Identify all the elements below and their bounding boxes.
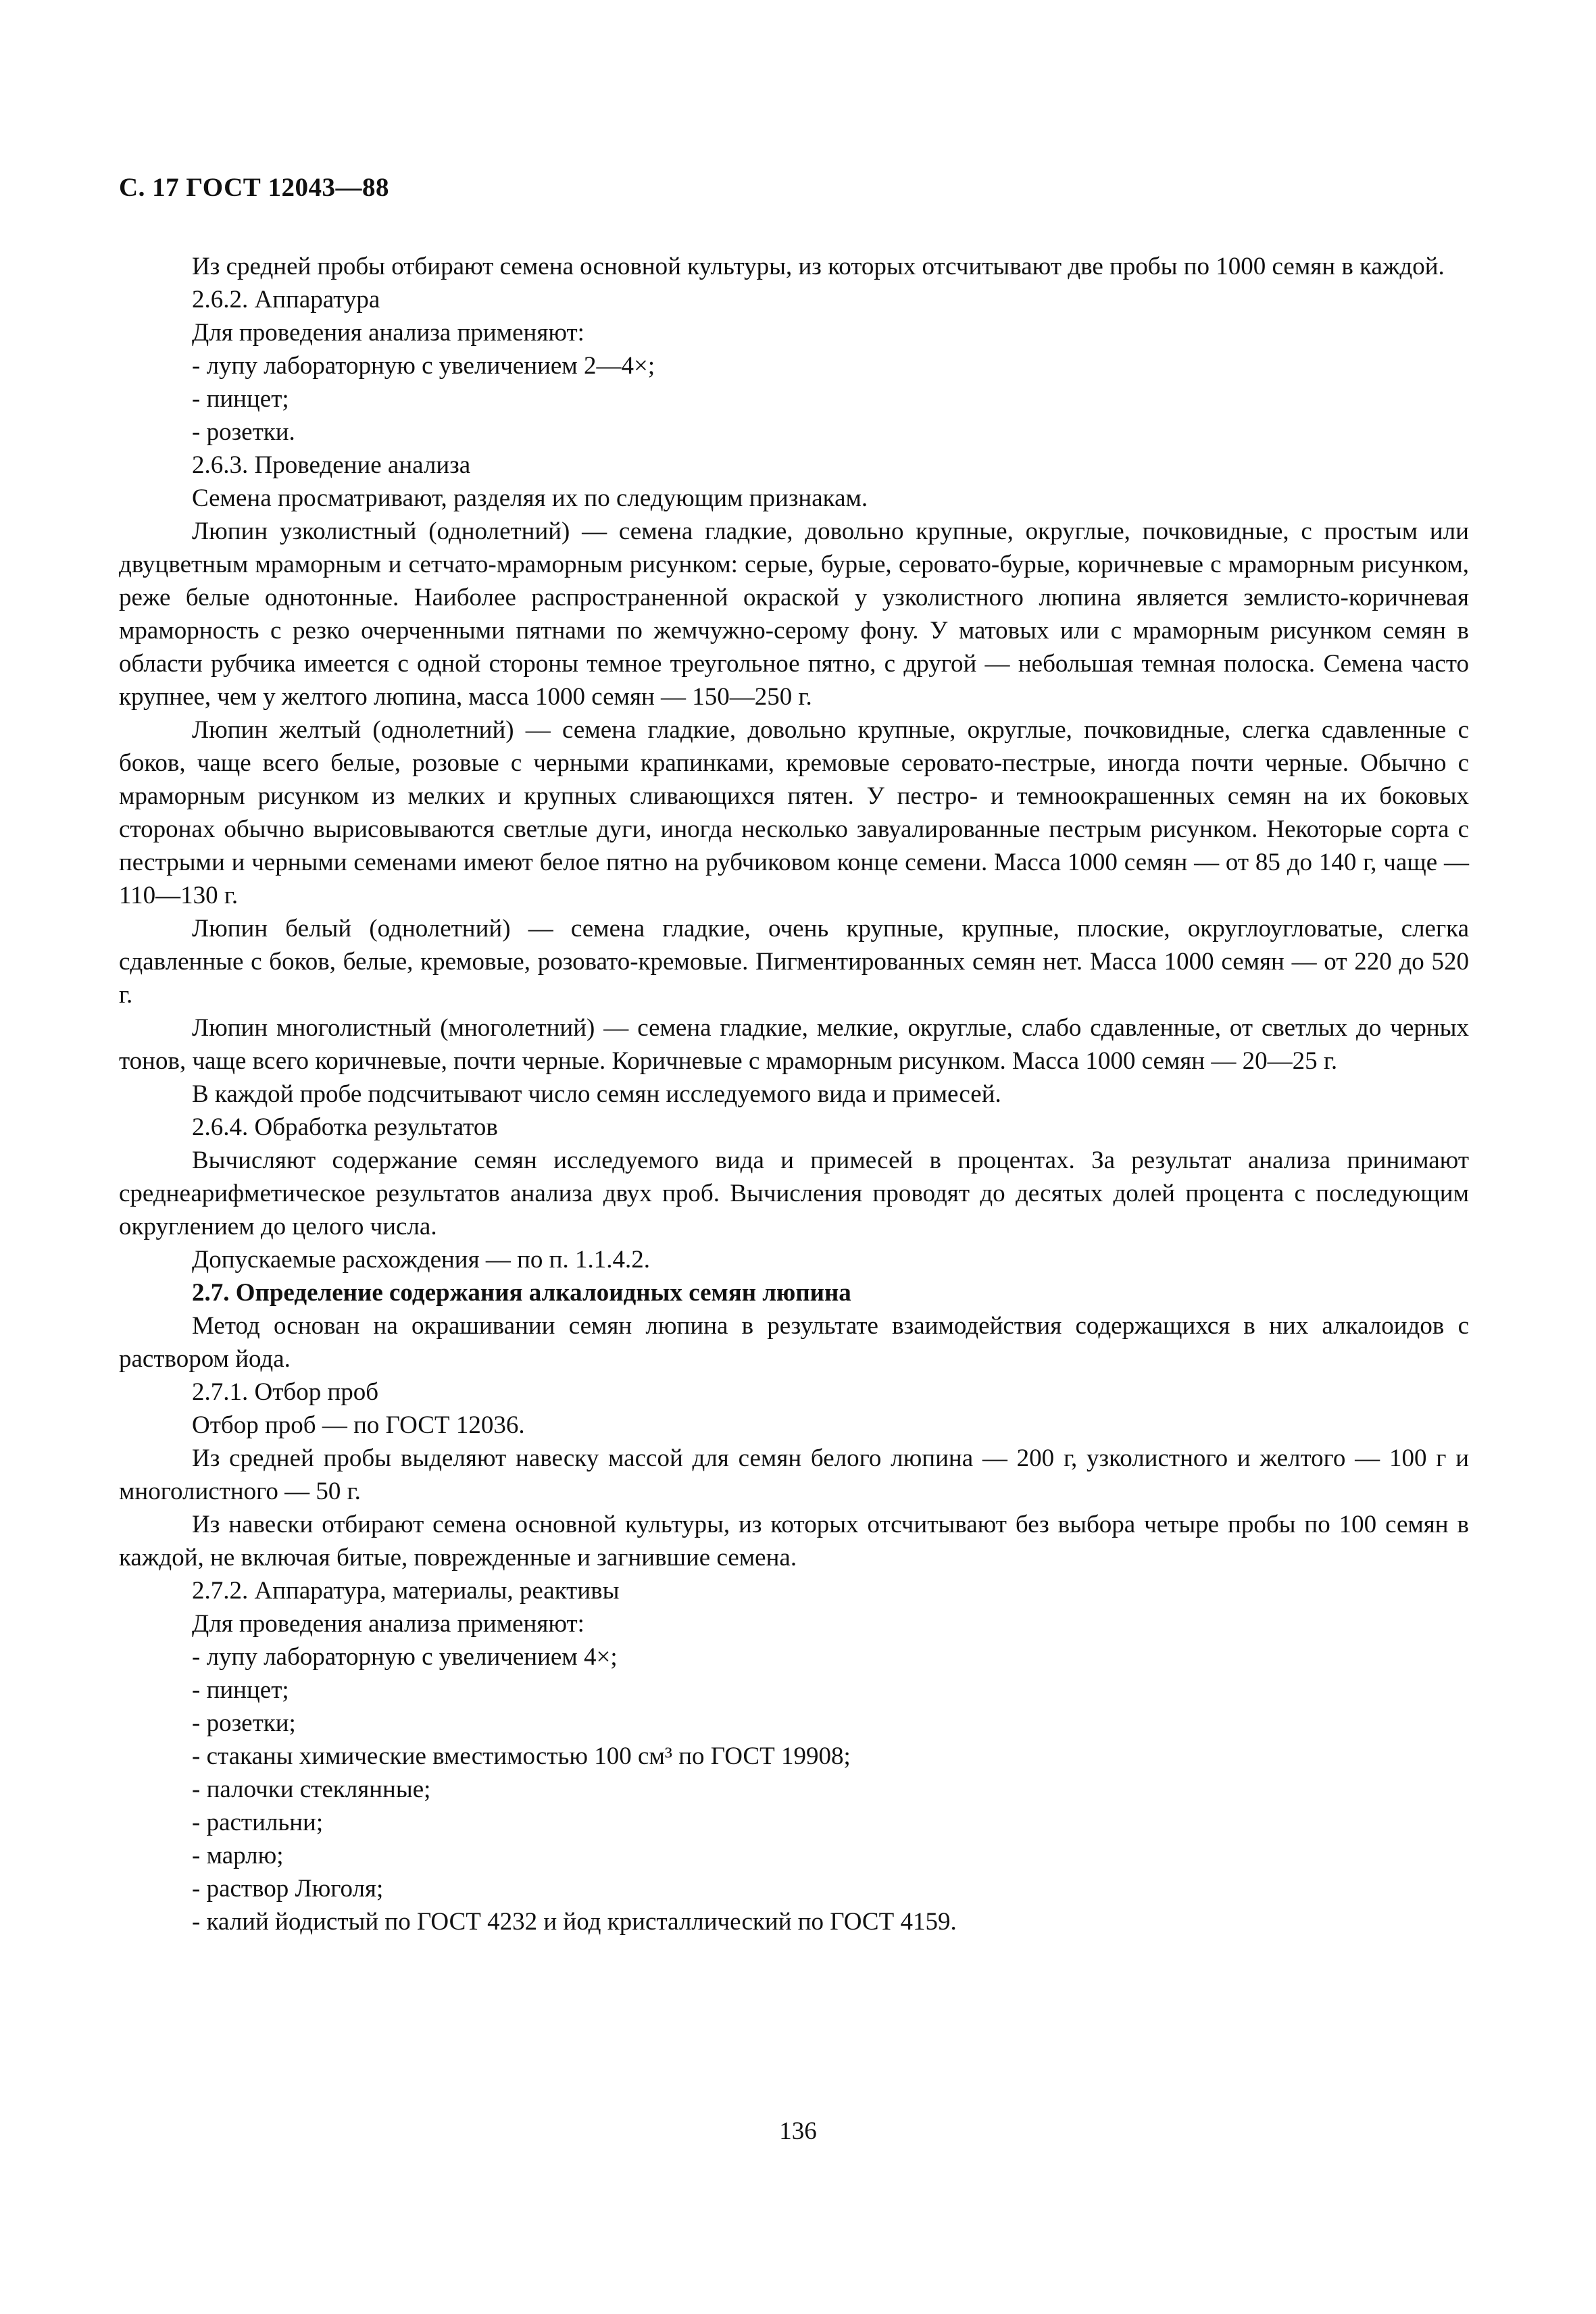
section-heading: 2.7. Определение содержания алкалоидных семян люпина xyxy=(192,1279,851,1307)
paragraph: Люпин узколистный (однолетний) — семена гладкие, довольно крупные, округлые, почковидные, с простым или двуцветным мраморным и сетчато-мраморным рисунком: серые, бурые, серовато-бурые, коричневые с мраморным рисунком, реже белые однотонные. Наиболее распространенной окраской у узколистного люпина является землисто-коричневая мраморность с резко очерченными пятнами по жемчужно-серому фону. У матовых или с мраморным рисунком семян в области рубчика имеется с одной стороны темное треугольное пятно, с другой — небольшая темная полоска. Семена часто крупнее, чем у желтого люпина, масса 1000 семян — 150—250 г. xyxy=(119,518,1469,711)
list-item: - пинцет; xyxy=(192,1676,289,1704)
paragraph: Люпин желтый (однолетний) — семена гладкие, довольно крупные, округлые, почковидные, слегка сдавленные с боков, чаще всего белые, розовые с черными крапинками, кремовые серовато-пестрые, иногда почти черные. Обычно с мраморным рисунком из мелких и крупных сливающихся пятен. У пестро- и темноокрашенных семян на их боковых сторонах обычно вырисовываются светлые дуги, иногда несколько завуалированные пестрым рисунком. Некоторые сорта с пестрыми и черными семенами имеют белое пятно на рубчиковом конце семени. Масса 1000 семян — от 85 до 140 г, чаще — 110—130 г. xyxy=(119,716,1469,909)
list-item: - раствор Люголя; xyxy=(192,1875,384,1903)
paragraph: Из средней пробы выделяют навеску массой для семян белого люпина — 200 г, узколистного и желтого — 100 г и многолистного — 50 г. xyxy=(119,1444,1469,1505)
section-heading: 2.7.2. Аппаратура, материалы, реактивы xyxy=(192,1577,620,1605)
paragraph: Из навески отбирают семена основной культуры, из которых отсчитывают без выбора четыре пробы по 100 семян в каждой, не включая битые, поврежденные и загнившие семена. xyxy=(119,1511,1469,1571)
paragraph: Для проведения анализа применяют: xyxy=(192,1610,584,1638)
list-item: - пинцет; xyxy=(192,385,289,413)
paragraph: Допускаемые расхождения — по п. 1.1.4.2. xyxy=(192,1246,650,1274)
list-item: - стаканы химические вместимостью 100 см³ по ГОСТ 19908; xyxy=(192,1742,851,1770)
paragraph: Люпин многолистный (многолетний) — семена гладкие, мелкие, округлые, слабо сдавленные, от светлых до черных тонов, чаще всего коричневые, почти черные. Коричневые с мраморным рисунком. Масса 1000 семян — 20—25 г. xyxy=(119,1014,1469,1075)
list-item: - марлю; xyxy=(192,1842,284,1869)
section-heading: 2.6.4. Обработка результатов xyxy=(192,1113,498,1141)
section-heading: 2.6.3. Проведение анализа xyxy=(192,451,471,479)
document-body xyxy=(119,250,1469,1938)
paragraph: Отбор проб — по ГОСТ 12036. xyxy=(192,1411,525,1439)
section-heading: 2.6.2. Аппаратура xyxy=(192,286,380,313)
paragraph: Люпин белый (однолетний) — семена гладкие, очень крупные, крупные, плоские, округлоугловатые, слегка сдавленные с боков, белые, кремовые, розовато-кремовые. Пигментированных семян нет. Масса 1000 семян — от 220 до 520 г. xyxy=(119,915,1469,1009)
list-item: - растильни; xyxy=(192,1809,324,1836)
section-heading: 2.7.1. Отбор проб xyxy=(192,1378,379,1406)
list-item: - лупу лабораторную с увеличением 2—4×; xyxy=(192,352,655,380)
paragraph: Для проведения анализа применяют: xyxy=(192,319,584,347)
page-header: С. 17 ГОСТ 12043—88 xyxy=(119,173,389,202)
paragraph: В каждой пробе подсчитывают число семян исследуемого вида и примесей. xyxy=(192,1080,1001,1108)
paragraph: Метод основан на окрашивании семян люпина в результате взаимодействия содержащихся в них алкалоидов с раствором йода. xyxy=(119,1312,1469,1373)
paragraph: Вычисляют содержание семян исследуемого вида и примесей в процентах. За результат анализа принимают среднеарифметическое результатов анализа двух проб. Вычисления проводят до десятых долей процента с последующим округлением до целого числа. xyxy=(119,1147,1469,1240)
list-item: - палочки стеклянные; xyxy=(192,1776,431,1803)
page-number: 136 xyxy=(779,2117,817,2145)
paragraph: Семена просматривают, разделяя их по следующим признакам. xyxy=(192,484,868,512)
list-item: - лупу лабораторную с увеличением 4×; xyxy=(192,1643,618,1671)
list-item: - калий йодистый по ГОСТ 4232 и йод кристаллический по ГОСТ 4159. xyxy=(192,1908,957,1936)
list-item: - розетки; xyxy=(192,1709,296,1737)
list-item: - розетки. xyxy=(192,418,295,446)
paragraph: Из средней пробы отбирают семена основной культуры, из которых отсчитывают две пробы по 1000 семян в каждой. xyxy=(192,253,1445,280)
